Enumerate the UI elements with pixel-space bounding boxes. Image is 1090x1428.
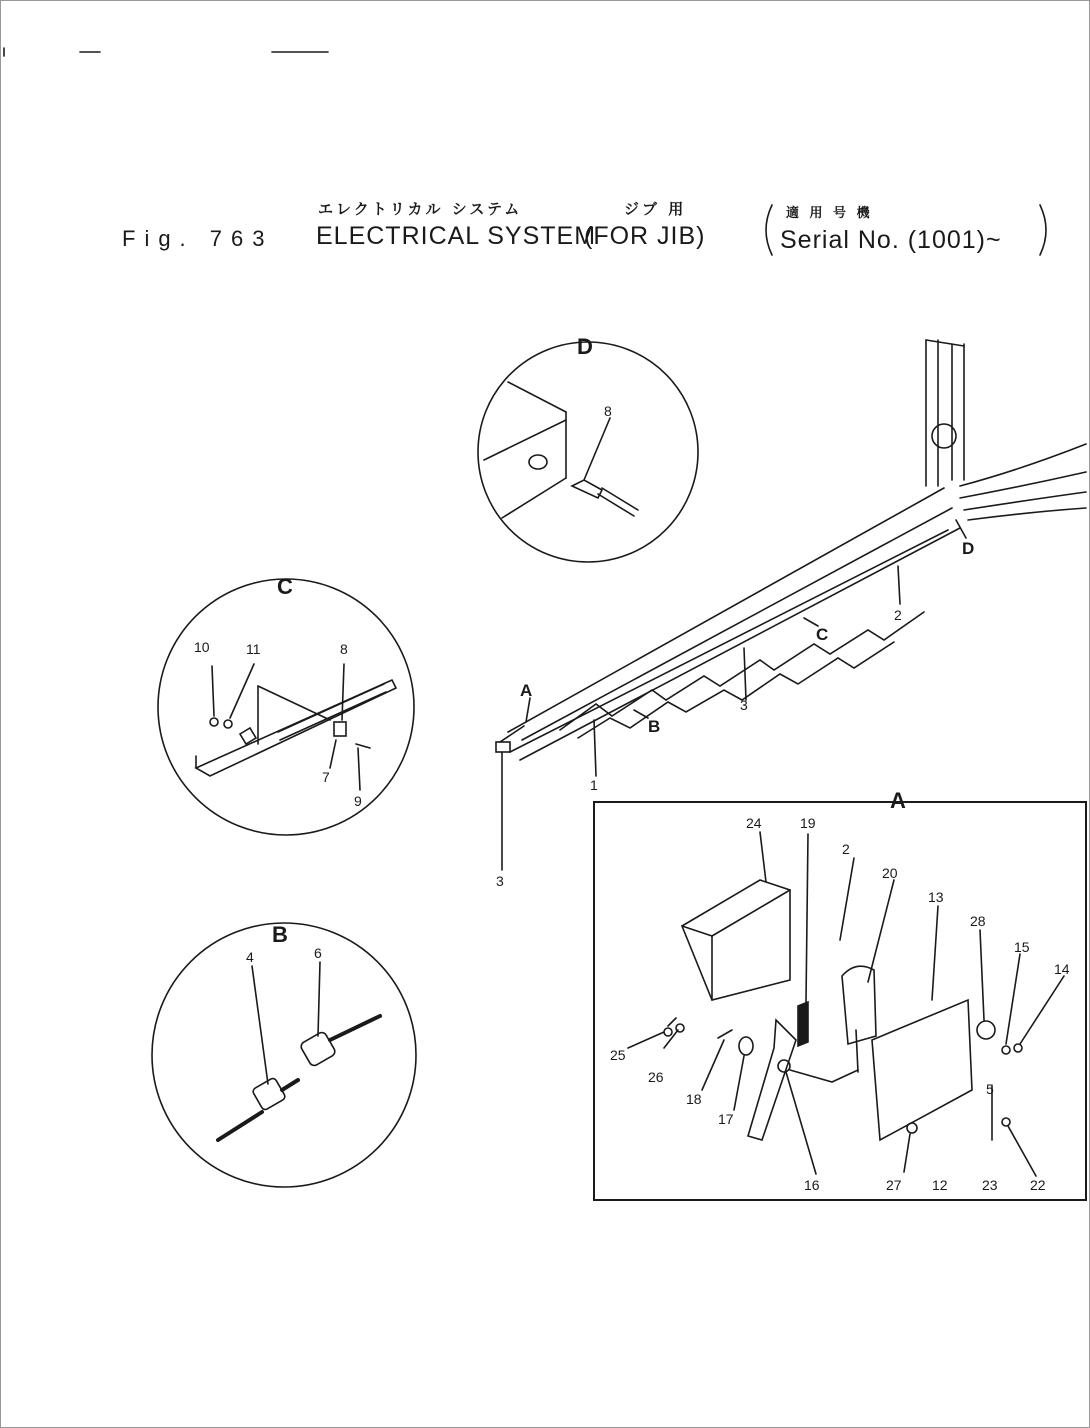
jp-for-jib: ジブ 用	[624, 200, 687, 218]
marker-c: C	[816, 625, 829, 644]
marker-a: A	[520, 681, 533, 700]
part-label: 22	[1030, 1177, 1046, 1193]
part-label: 27	[886, 1177, 902, 1193]
detail-b-circle	[152, 923, 416, 1187]
jp-title: エレクトリカル システム	[318, 200, 523, 218]
part-label: 3	[740, 697, 748, 713]
for-jib-label: (FOR JIB)	[584, 222, 706, 250]
part-label: 14	[1054, 961, 1070, 977]
part-label: 8	[340, 641, 348, 657]
part-label: 6	[314, 945, 322, 961]
marker-b: B	[648, 717, 661, 736]
part-label: 13	[928, 889, 944, 905]
part-label: 19	[800, 815, 816, 831]
part-label: 20	[882, 865, 898, 881]
part-label: 18	[686, 1091, 702, 1107]
part-label: 3	[496, 873, 504, 889]
fig-label: Fig. 763	[122, 226, 274, 251]
part-label: 17	[718, 1111, 734, 1127]
base-tower	[926, 340, 1086, 520]
part-label: 9	[354, 793, 362, 809]
part-label: 5	[986, 1081, 994, 1097]
jp-serial: 適 用 号 機	[786, 206, 873, 221]
serial-label: Serial No. (1001)~	[780, 226, 1002, 254]
part-label: 11	[246, 641, 261, 657]
part-label: 10	[194, 639, 210, 655]
marker-d: D	[962, 539, 975, 558]
part-label: 2	[894, 607, 902, 623]
part-label: 16	[804, 1177, 820, 1193]
part-label: 25	[610, 1047, 626, 1063]
part-label: 1	[590, 777, 598, 793]
part-label: 2	[842, 841, 850, 857]
part-label: 23	[982, 1177, 998, 1193]
detail-a-title: A	[890, 788, 906, 813]
part-label: 15	[1014, 939, 1030, 955]
part-label: 26	[648, 1069, 664, 1085]
part-label: 7	[322, 769, 330, 785]
part-label: 28	[970, 913, 986, 929]
part-label: 8	[604, 403, 612, 419]
detail-c-circle	[158, 579, 414, 835]
part-label: 12	[932, 1177, 948, 1193]
detail-d-title: D	[577, 334, 593, 359]
detail-c-title: C	[277, 574, 293, 599]
page-title: ELECTRICAL SYSTEM	[316, 222, 597, 250]
detail-d-circle	[478, 342, 698, 562]
part-label: 4	[246, 949, 254, 965]
detail-b-title: B	[272, 922, 288, 947]
part-label: 24	[746, 815, 762, 831]
